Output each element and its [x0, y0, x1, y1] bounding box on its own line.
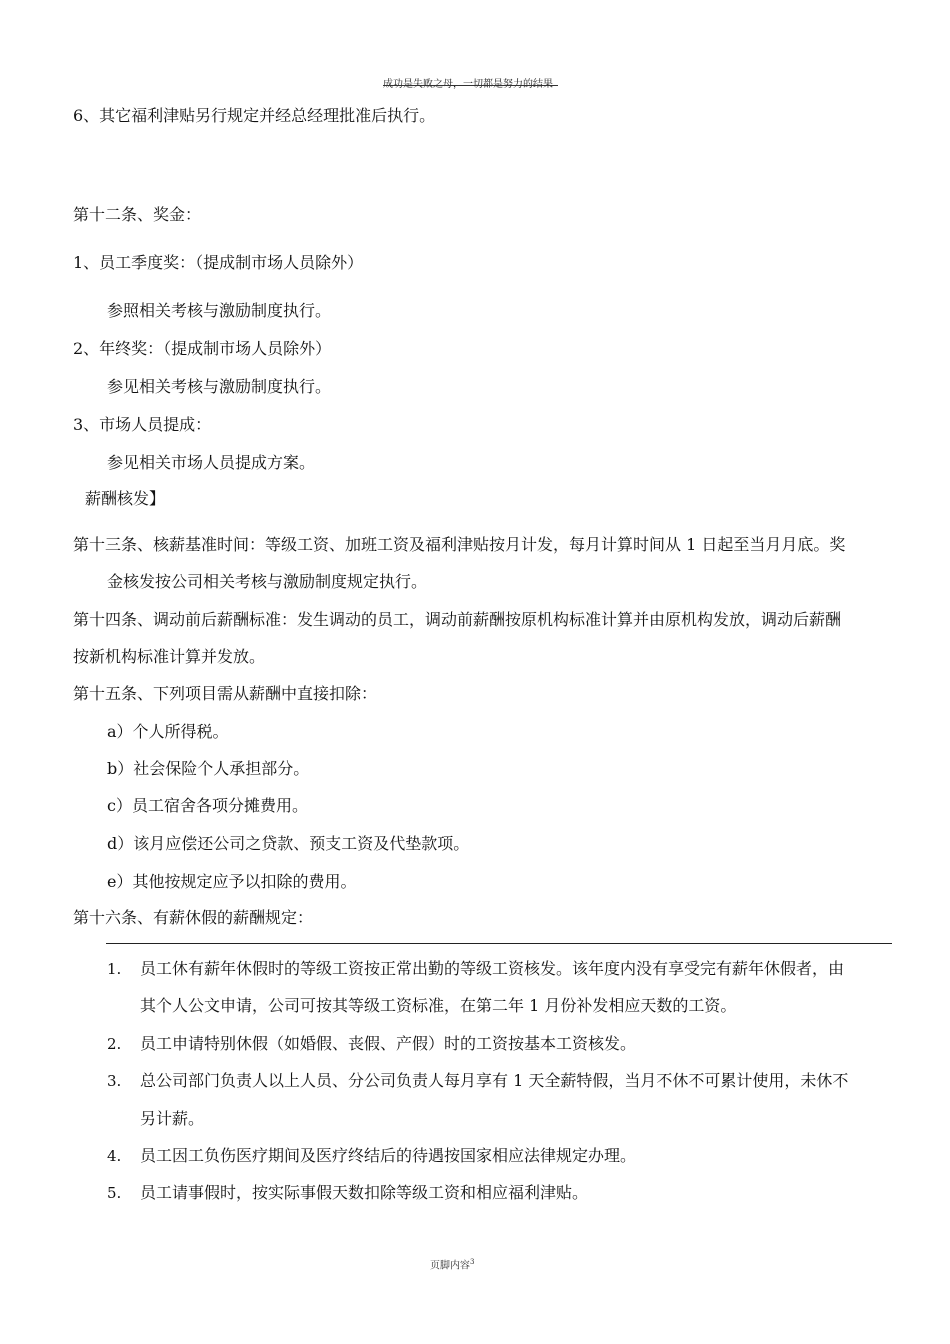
- article-14-line-1: 第十四条、调动前后薪酬标准：发生调动的员工，调动前薪酬按原机构标准计算并由原机构发放，调动后薪酬: [73, 610, 842, 629]
- page-number: 3: [470, 1258, 475, 1266]
- article-15-heading: 第十五条、下列项目需从薪酬中直接扣除：: [73, 684, 378, 703]
- list-item-1-line-2: 其个人公文申请，公司可按其等级工资标准，在第二年 1 月份补发相应天数的工资。: [140, 996, 737, 1015]
- header-strike-line: [383, 85, 558, 86]
- list-item-2-line-1: 员工申请特别休假（如婚假、丧假、产假）时的工资按基本工资核发。: [140, 1034, 637, 1053]
- article-13-line-2: 金核发按公司相关考核与激励制度规定执行。: [107, 572, 428, 591]
- page-footer: [430, 1256, 474, 1272]
- list-item-number: 1.: [107, 960, 122, 978]
- list-item-3-line-2: 另计薪。: [140, 1109, 205, 1128]
- list-item-number: 3.: [107, 1072, 122, 1090]
- deduction-item-b: b）社会保险个人承担部分。: [107, 759, 310, 778]
- bonus-item-2-detail: 参见相关考核与激励制度执行。: [107, 377, 332, 396]
- bonus-item-2: 2、年终奖：（提成制市场人员除外）: [73, 339, 332, 358]
- clause-6: 6、其它福利津贴另行规定并经总经理批准后执行。: [73, 106, 436, 125]
- section-heading: 薪酬核发】: [85, 489, 166, 508]
- horizontal-rule: [106, 943, 892, 944]
- list-item-5-line-1: 员工请事假时，按实际事假天数扣除等级工资和相应福利津贴。: [140, 1183, 589, 1202]
- deduction-item-c: c）员工宿舍各项分摊费用。: [107, 796, 308, 815]
- deduction-item-d: d）该月应偿还公司之贷款、预支工资及代垫款项。: [107, 834, 470, 853]
- deduction-item-a: a）个人所得税。: [107, 722, 229, 741]
- article-12-heading: 第十二条、奖金：: [73, 205, 202, 224]
- article-16-heading: 第十六条、有薪休假的薪酬规定：: [73, 908, 314, 927]
- list-item-1-line-1: 员工休有薪年休假时的等级工资按正常出勤的等级工资核发。该年度内没有享受完有薪年休假者，由: [140, 959, 845, 978]
- list-item-number: 5.: [107, 1184, 122, 1202]
- bonus-item-3-detail: 参见相关市场人员提成方案。: [107, 453, 316, 472]
- bonus-item-1: 1、员工季度奖：（提成制市场人员除外）: [73, 253, 364, 272]
- list-item-4-line-1: 员工因工负伤医疗期间及医疗终结后的待遇按国家相应法律规定办理。: [140, 1146, 637, 1165]
- list-item-3-line-1: 总公司部门负责人以上人员、分公司负责人每月享有 1 天全薪特假，当月不休不可累计使用，未休不: [140, 1071, 849, 1090]
- list-item-number: 2.: [107, 1035, 122, 1053]
- bonus-item-3: 3、市场人员提成：: [73, 415, 212, 434]
- deduction-item-e: e）其他按规定应予以扣除的费用。: [107, 872, 357, 891]
- list-item-number: 4.: [107, 1147, 122, 1165]
- article-14-line-2: 按新机构标准计算并发放。: [73, 647, 266, 666]
- article-13-line-1: 第十三条、核薪基准时间：等级工资、加班工资及福利津贴按月计发，每月计算时间从 1 日起至当月月底。奖: [73, 535, 846, 554]
- footer-text: 页脚内容: [430, 1260, 470, 1272]
- bonus-item-1-detail: 参照相关考核与激励制度执行。: [107, 301, 332, 320]
